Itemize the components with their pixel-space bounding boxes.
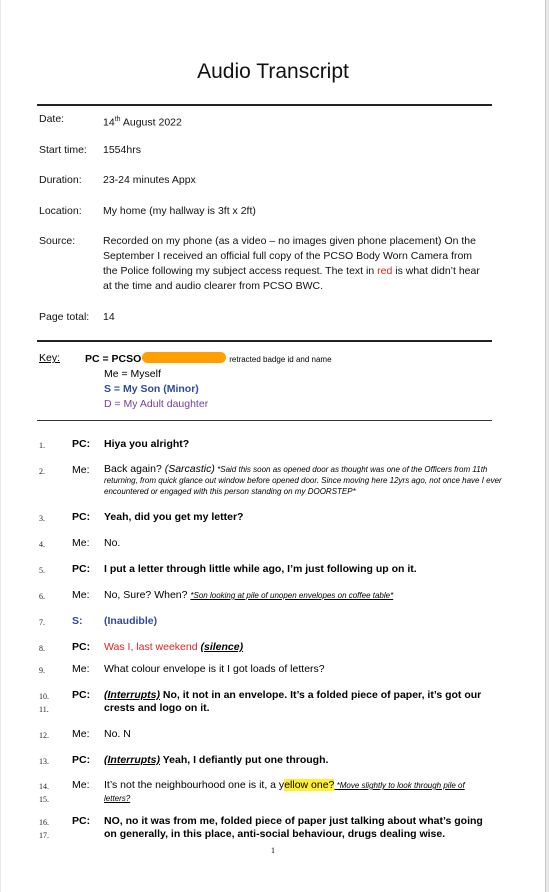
info-label: Duration: [39,174,82,186]
info-value: 23-24 minutes Appx [103,174,196,186]
redaction-mark [142,352,226,363]
header-rule [37,104,492,106]
key-top-rule [37,340,492,342]
speaker: PC: [72,641,91,653]
info-value: My home (my hallway is 3ft x 2ft) [103,205,256,217]
line-text: (Inaudible) [104,615,158,627]
source-red-text: red [377,265,393,277]
line-number: 12. [39,731,49,740]
key-son: S = My Son (Minor) [104,383,199,395]
speaker: Me: [72,728,90,740]
speaker: PC: [72,563,91,575]
speaker: PC: [72,754,91,766]
line-number: 2. [39,467,45,476]
line-number: 4. [39,540,45,549]
page-number: 1 [271,846,275,855]
key-daughter: D = My Adult daughter [104,398,209,410]
line-number: 9. [39,666,45,675]
line-number: 17. [39,831,49,840]
info-value: 1554hrs [103,144,141,156]
speaker: Me: [72,464,90,476]
line-number: 15. [39,795,49,804]
line-text-interrupts: (Interrupts) [104,754,160,766]
key-me: Me = Myself [104,368,161,380]
line-text [104,641,504,654]
info-label: Source: [39,235,76,247]
line-text-silence: (silence) [200,641,244,653]
line-text-main: No, it not in an envelope. It’s a folded piece of paper, it’s got our crests and logo on it. [104,689,482,714]
line-text-main: No, Sure? When? [104,589,191,601]
line-number: 5. [39,566,45,575]
key-lines [85,352,465,412]
speaker: S: [72,615,83,627]
speaker: Me: [72,663,90,675]
line-text-main: Back again? [104,463,165,475]
speaker: PC: [72,689,91,701]
document-title: Audio Transcript [197,60,349,83]
info-label: Start time: [39,144,87,156]
document-page [1,0,546,892]
info-label: Date: [39,113,65,125]
speaker: PC: [72,438,91,450]
line-number: 1. [39,441,45,450]
line-text: No. [104,537,121,549]
line-text: I put a letter through little while ago, I’m just following up on it. [104,563,417,575]
source-text-end: is what didn’t hear at the time and audio clearer from PCSO BWC. [103,265,480,292]
key-pc-note: retracted badge id and name [229,355,332,364]
line-number: 7. [39,618,45,627]
key-pc-text: PC = PCSO [85,353,142,365]
line-text-highlight: ellow one? [284,779,335,791]
line-text-interrupts: (Interrupts) [104,689,160,701]
line-text-red: Was I, last weekend [104,641,201,653]
line-text: NO, no it was from me, folded piece of paper just talking about what’s going on generally, in this place, anti-social behaviour, drugs dealing wise. [104,815,483,840]
line-text-main: It’s not the neighbourhood one is it, a y [104,779,285,791]
line-note: *Move slightly to look through pile of letters? [104,781,465,803]
line-number: 10. [39,692,49,701]
info-value: 14 [103,311,115,323]
key-pc [85,352,465,367]
info-label: Page total: [39,311,90,323]
info-value [103,234,483,294]
info-label: Location: [39,205,82,217]
speaker: Me: [72,537,90,549]
key-bottom-rule [37,420,492,421]
line-number: 3. [39,514,45,523]
line-text: Yeah, did you get my letter? [104,511,244,523]
line-text-italic: (Sarcastic) [164,463,215,475]
speaker: Me: [72,589,90,601]
speaker: PC: [72,815,91,827]
line-text: Hiya you alright? [104,438,190,450]
line-number: 14. [39,782,49,791]
line-text [104,754,504,767]
line-text [104,779,484,805]
line-note: *Said this soon as opened door as thought was one of the Officers from 11th returning, from quick glance out window before opened door. Since moving here 12yrs ago, not once have I ever encountered or engaged with this person standing on my DOORSTEP* [104,465,502,496]
line-number: 16. [39,818,49,827]
source-text: Recorded on my phone (as a video – no images given phone placement) On the September I received an official full copy of the PCSO Body Worn Camera from the Police following my subject access request. The text in [103,235,476,277]
line-number: 8. [39,644,45,653]
line-text [104,464,504,497]
speaker: PC: [72,511,91,523]
speaker: Me: [72,779,90,791]
line-number: 13. [39,757,49,766]
line-number: 6. [39,592,45,601]
line-text [104,589,504,602]
line-text: What colour envelope is it I got loads of letters? [104,663,325,675]
info-value: 14th August 2022 [103,116,182,129]
key-label: Key: [39,352,61,364]
line-number: 11. [39,705,49,714]
line-text-main: Yeah, I defiantly put one through. [160,754,329,766]
line-text: No. N [104,728,131,740]
line-note: *Son looking at pile of unopen envelopes on coffee table* [190,591,394,600]
line-text [104,689,484,715]
